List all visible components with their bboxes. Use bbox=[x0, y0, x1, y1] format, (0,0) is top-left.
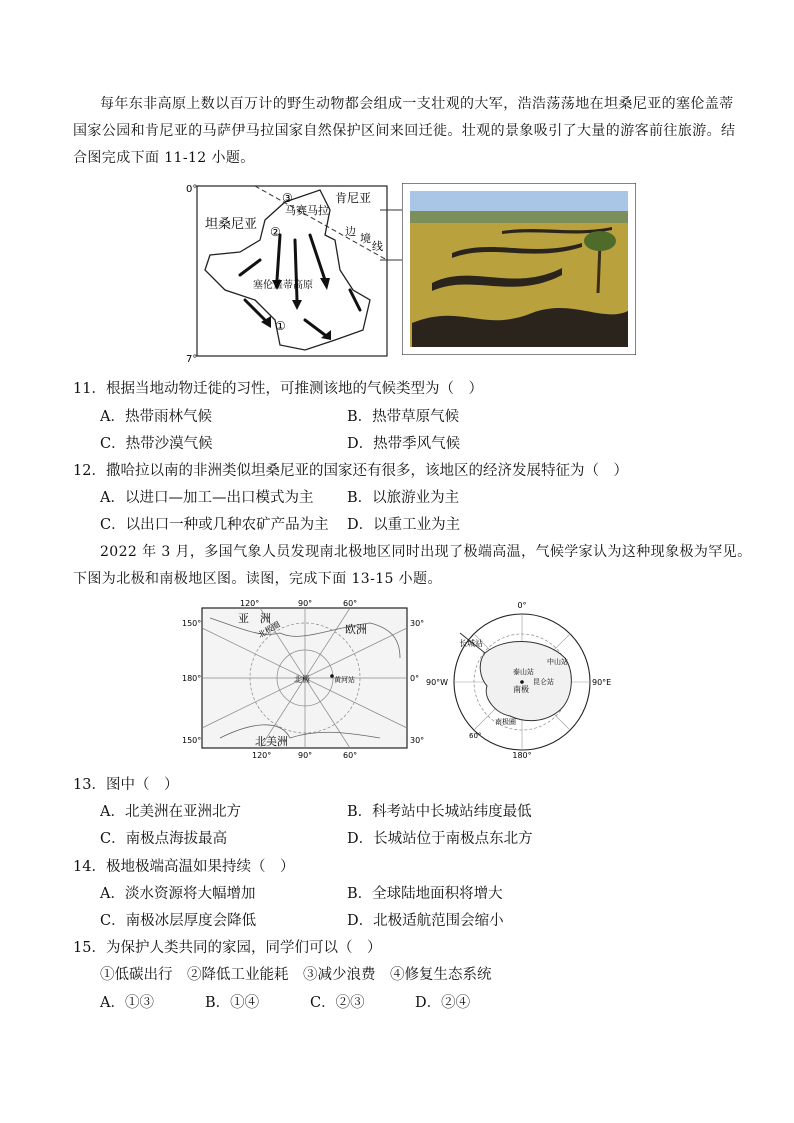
q11-option-d[interactable]: D．热带季风气候 bbox=[347, 436, 461, 452]
q15-option-d[interactable]: D．②④ bbox=[415, 995, 471, 1011]
q14-option-b[interactable]: B．全球陆地面积将增大 bbox=[347, 886, 503, 902]
border-label-b: 境 bbox=[360, 232, 371, 245]
kunlun-station-label: 昆仑站 bbox=[533, 678, 554, 686]
arctic-left-180: 180° bbox=[182, 674, 202, 683]
arctic-top-120: 120° bbox=[240, 599, 260, 608]
marker-2: ② bbox=[270, 225, 281, 239]
wildebeest-photo bbox=[402, 183, 636, 355]
marker-3: ③ bbox=[282, 191, 293, 205]
q13-option-a[interactable]: A．北美洲在亚洲北方 bbox=[100, 804, 241, 820]
border-label-c: 线 bbox=[372, 240, 383, 253]
q11-option-c[interactable]: C．热带沙漠气候 bbox=[100, 436, 213, 452]
intro1-line2: 国家公园和肯尼亚的马萨伊马拉国家自然保护区间来回迁徙。壮观的景象吸引了大量的游客前往旅游。结 bbox=[73, 123, 736, 139]
q15-items: ①低碳出行 ②降低工业能耗 ③减少浪费 ④修复生态系统 bbox=[100, 967, 492, 983]
arctic-left-150t: 150° bbox=[182, 619, 202, 628]
europe-label: 欧洲 bbox=[345, 623, 367, 636]
arctic-bot-120: 120° bbox=[252, 751, 272, 760]
serengeti-label: 塞伦盖蒂高原 bbox=[253, 280, 313, 291]
arctic-circle-label: 北极圈 bbox=[256, 619, 282, 640]
zhongshan-station-label: 中山站 bbox=[547, 658, 568, 666]
maasai-label: 马赛马拉 bbox=[285, 204, 329, 217]
arctic-map bbox=[180, 598, 425, 760]
arctic-left-150b: 150° bbox=[182, 736, 202, 745]
changcheng-station-label: 长城站 bbox=[459, 639, 483, 648]
arctic-right-30t: 30° bbox=[410, 619, 425, 628]
q15-option-c[interactable]: C．②③ bbox=[310, 995, 365, 1011]
tanzania-label: 坦桑尼亚 bbox=[205, 217, 258, 232]
marker-1: ① bbox=[275, 319, 286, 333]
q11-option-a[interactable]: A．热带雨林气候 bbox=[100, 409, 212, 425]
arctic-bot-90: 90° bbox=[298, 751, 313, 760]
antarctic-right-label: 90°E bbox=[592, 678, 612, 687]
q13-option-d[interactable]: D．长城站位于南极点东北方 bbox=[347, 831, 533, 847]
q14-option-c[interactable]: C．南极冰层厚度会降低 bbox=[100, 913, 257, 929]
q12-option-b[interactable]: B．以旅游业为主 bbox=[347, 490, 460, 506]
antarctic-top-label: 0° bbox=[517, 601, 527, 610]
arctic-top-60: 60° bbox=[343, 599, 358, 608]
intro1-line1: 每年东非高原上数以百万计的野生动物都会组成一支壮观的大军，浩浩荡荡地在坦桑尼亚的塞伦盖蒂 bbox=[100, 96, 734, 112]
q15-stem: 15．为保护人类共同的家园，同学们可以（ ） bbox=[73, 940, 382, 956]
intro2-line1: 2022 年 3 月，多国气象人员发现南北极地区同时出现了极端高温，气候学家认为这种现象极为罕见。 bbox=[100, 544, 752, 560]
antarctic-map bbox=[425, 598, 620, 760]
q12-stem: 12．撒哈拉以南的非洲类似坦桑尼亚的国家还有很多，该地区的经济发展特征为（ ） bbox=[73, 463, 628, 479]
q13-stem: 13．图中（ ） bbox=[73, 777, 179, 793]
q14-option-a[interactable]: A．淡水资源将大幅增加 bbox=[100, 886, 256, 902]
intro1-line3: 合图完成下面 11-12 小题。 bbox=[73, 150, 255, 166]
antarctic-60-label: 60° bbox=[469, 732, 482, 740]
arctic-right-0: 0° bbox=[410, 674, 420, 683]
q12-option-c[interactable]: C．以出口一种或几种农矿产品为主 bbox=[100, 517, 329, 533]
q14-option-d[interactable]: D．北极适航范围会缩小 bbox=[347, 913, 504, 929]
q13-option-c[interactable]: C．南极点海拔最高 bbox=[100, 831, 228, 847]
lat-top-label: 0° bbox=[186, 184, 198, 195]
antarctic-left-label: 90°W bbox=[426, 678, 449, 687]
border-label-a: 边 bbox=[345, 225, 356, 238]
arctic-top-90: 90° bbox=[298, 599, 313, 608]
intro2-line2: 下图为北极和南极地区图。读图，完成下面 13-15 小题。 bbox=[73, 571, 442, 587]
kenya-label: 肯尼亚 bbox=[335, 191, 372, 205]
q13-option-b[interactable]: B．科考站中长城站纬度最低 bbox=[347, 804, 532, 820]
antarctic-circle-label: 南极圈 bbox=[495, 718, 516, 726]
q12-option-a[interactable]: A．以进口—加工—出口模式为主 bbox=[100, 490, 314, 506]
q11-option-b[interactable]: B．热带草原气候 bbox=[347, 409, 460, 425]
q15-option-b[interactable]: B．①④ bbox=[205, 995, 260, 1011]
north-pole-label: 北极 bbox=[294, 675, 310, 684]
q14-stem: 14．极地极端高温如果持续（ ） bbox=[73, 859, 295, 875]
arctic-right-30b: 30° bbox=[410, 736, 425, 745]
antarctic-bottom-label: 180° bbox=[512, 751, 532, 760]
yellow-river-station-label: 黄河站 bbox=[334, 676, 355, 684]
q11-stem: 11．根据当地动物迁徙的习性，可推测该地的气候类型为（ ） bbox=[73, 381, 483, 397]
north-america-label: 北美洲 bbox=[255, 735, 288, 748]
q15-option-a[interactable]: A．①③ bbox=[100, 995, 154, 1011]
asia-label: 亚 洲 bbox=[238, 612, 271, 625]
taishan-station-label: 泰山站 bbox=[513, 668, 534, 676]
migration-map bbox=[185, 180, 390, 365]
q12-option-d[interactable]: D．以重工业为主 bbox=[347, 517, 461, 533]
lat-bottom-label: 7° bbox=[186, 354, 198, 365]
south-pole-label: 南极 bbox=[513, 685, 529, 694]
arctic-bot-60: 60° bbox=[343, 751, 358, 760]
